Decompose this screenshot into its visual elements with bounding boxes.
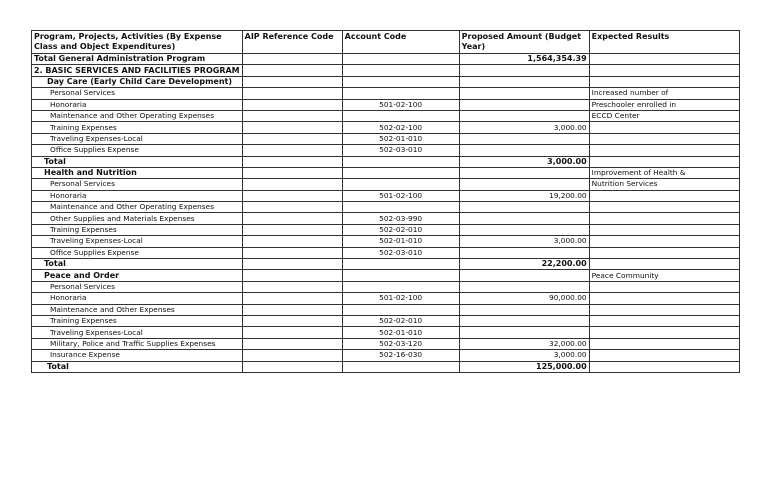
peace-order-title-row <box>32 270 740 281</box>
expected-result <box>589 315 739 326</box>
proposed-amount: 3,000.00 <box>459 236 589 247</box>
line-item-label: Office Supplies Expense <box>32 247 243 258</box>
line-item-row <box>32 350 740 361</box>
account-code <box>342 179 459 190</box>
account-code: 502-02-100 <box>342 122 459 133</box>
line-item-label: Maintenance and Other Expenses <box>32 304 243 315</box>
proposed-amount <box>459 281 589 292</box>
expected-result <box>589 122 739 133</box>
account-code: 502-03-990 <box>342 213 459 224</box>
health-nutrition-title-result: Improvement of Health & <box>589 167 739 178</box>
peace-order-title-result: Peace Community <box>589 270 739 281</box>
day-care-title-result <box>589 76 739 87</box>
proposed-amount: 90,000.00 <box>459 293 589 304</box>
proposed-amount: 32,000.00 <box>459 338 589 349</box>
expected-result <box>589 281 739 292</box>
line-item-label: Traveling Expenses-Local <box>32 236 243 247</box>
line-item-label: Personal Services <box>32 281 243 292</box>
line-item-label: Honoraria <box>32 190 243 201</box>
line-item-label: Traveling Expenses-Local <box>32 133 243 144</box>
proposed-amount <box>459 145 589 156</box>
account-code: 502-02-010 <box>342 224 459 235</box>
health-nutrition-total-row <box>32 259 740 270</box>
general-admin-total-row <box>32 54 740 65</box>
line-item-label: Maintenance and Other Operating Expenses <box>32 110 243 121</box>
expected-result: ECCD Center <box>589 110 739 121</box>
expected-result <box>589 247 739 258</box>
line-item-label: Insurance Expense <box>32 350 243 361</box>
line-item-row <box>32 190 740 201</box>
peace-order-total-label: Total <box>32 361 243 372</box>
line-item-label: Office Supplies Expense <box>32 145 243 156</box>
expected-result: Increased number of <box>589 88 739 99</box>
line-item-row <box>32 88 740 99</box>
general-admin-label: Total General Administration Program <box>32 54 243 65</box>
line-item-row <box>32 224 740 235</box>
account-code: 502-02-010 <box>342 315 459 326</box>
expected-result <box>589 213 739 224</box>
line-item-label: Traveling Expenses-Local <box>32 327 243 338</box>
expected-result <box>589 293 739 304</box>
expected-result <box>589 224 739 235</box>
line-item-row <box>32 281 740 292</box>
peace-order-total-row <box>32 361 740 372</box>
account-code: 501-02-100 <box>342 190 459 201</box>
proposed-amount <box>459 247 589 258</box>
line-item-row <box>32 213 740 224</box>
proposed-amount <box>459 304 589 315</box>
expected-result <box>589 190 739 201</box>
basic-services-row <box>32 65 740 76</box>
line-item-row <box>32 133 740 144</box>
account-code <box>342 110 459 121</box>
peace-order-total-amount: 125,000.00 <box>459 361 589 372</box>
line-item-label: Personal Services <box>32 179 243 190</box>
proposed-amount <box>459 110 589 121</box>
account-code: 501-02-100 <box>342 99 459 110</box>
header-proposed-amount: Proposed Amount (Budget Year) <box>459 31 589 54</box>
proposed-amount <box>459 224 589 235</box>
line-item-row <box>32 145 740 156</box>
line-item-row <box>32 247 740 258</box>
line-item-label: Maintenance and Other Operating Expenses <box>32 202 243 213</box>
expected-result <box>589 338 739 349</box>
account-code: 502-03-010 <box>342 247 459 258</box>
proposed-amount <box>459 202 589 213</box>
account-code: 502-01-010 <box>342 133 459 144</box>
day-care-title: Day Care (Early Child Care Development) <box>32 76 243 87</box>
proposed-amount: 19,200.00 <box>459 190 589 201</box>
account-code: 502-01-010 <box>342 236 459 247</box>
line-item-label: Honoraria <box>32 99 243 110</box>
budget-table <box>31 30 740 373</box>
header-account-code: Account Code <box>342 31 459 54</box>
health-nutrition-title: Health and Nutrition <box>32 167 243 178</box>
day-care-total-amount: 3,000.00 <box>459 156 589 167</box>
general-admin-amount: 1,564,354.39 <box>459 54 589 65</box>
proposed-amount: 3,000.00 <box>459 350 589 361</box>
line-item-label: Training Expenses <box>32 315 243 326</box>
expected-result: Nutrition Services <box>589 179 739 190</box>
proposed-amount <box>459 99 589 110</box>
health-nutrition-total-amount: 22,200.00 <box>459 259 589 270</box>
account-code: 502-16-030 <box>342 350 459 361</box>
line-item-label: Honoraria <box>32 293 243 304</box>
day-care-total-row <box>32 156 740 167</box>
header-row <box>32 31 740 54</box>
line-item-label: Other Supplies and Materials Expenses <box>32 213 243 224</box>
line-item-row <box>32 110 740 121</box>
expected-result <box>589 145 739 156</box>
expected-result <box>589 202 739 213</box>
proposed-amount <box>459 133 589 144</box>
health-nutrition-total-label: Total <box>32 259 243 270</box>
account-code: 501-02-100 <box>342 293 459 304</box>
account-code <box>342 281 459 292</box>
line-item-row <box>32 179 740 190</box>
header-program: Program, Projects, Activities (By Expense Class and Object Expenditures) <box>32 31 243 54</box>
proposed-amount: 3,000.00 <box>459 122 589 133</box>
proposed-amount <box>459 179 589 190</box>
proposed-amount <box>459 213 589 224</box>
line-item-row <box>32 304 740 315</box>
proposed-amount <box>459 327 589 338</box>
peace-order-title: Peace and Order <box>32 270 243 281</box>
account-code <box>342 88 459 99</box>
expected-result <box>589 350 739 361</box>
header-expected-results: Expected Results <box>589 31 739 54</box>
line-item-row <box>32 315 740 326</box>
proposed-amount <box>459 88 589 99</box>
line-item-label: Training Expenses <box>32 122 243 133</box>
health-nutrition-title-row <box>32 167 740 178</box>
account-code: 502-03-120 <box>342 338 459 349</box>
line-item-label: Military, Police and Traffic Supplies Expenses <box>32 338 243 349</box>
expected-result <box>589 327 739 338</box>
day-care-title-row <box>32 76 740 87</box>
line-item-row <box>32 293 740 304</box>
account-code: 502-01-010 <box>342 327 459 338</box>
line-item-row <box>32 236 740 247</box>
proposed-amount <box>459 315 589 326</box>
line-item-label: Personal Services <box>32 88 243 99</box>
account-code <box>342 304 459 315</box>
day-care-total-label: Total <box>32 156 243 167</box>
line-item-row <box>32 202 740 213</box>
account-code: 502-03-010 <box>342 145 459 156</box>
account-code <box>342 202 459 213</box>
line-item-row <box>32 327 740 338</box>
expected-result <box>589 304 739 315</box>
line-item-row <box>32 122 740 133</box>
line-item-row <box>32 99 740 110</box>
expected-result: Preschooler enrolled in <box>589 99 739 110</box>
header-aip-reference: AIP Reference Code <box>242 31 342 54</box>
expected-result <box>589 236 739 247</box>
line-item-label: Training Expenses <box>32 224 243 235</box>
line-item-row <box>32 338 740 349</box>
basic-services-label: 2. BASIC SERVICES AND FACILITIES PROGRAM <box>32 65 243 76</box>
expected-result <box>589 133 739 144</box>
